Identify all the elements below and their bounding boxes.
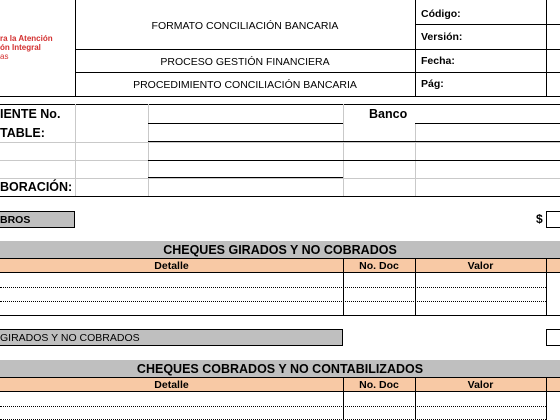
column-divider — [343, 273, 344, 315]
column-header-valor: Valor — [467, 379, 494, 391]
header-divider — [75, 49, 560, 50]
form-bottom-border — [0, 196, 560, 197]
balance-label-cell — [0, 211, 75, 228]
grid-line — [0, 142, 560, 143]
column-header-row — [0, 258, 560, 273]
account-number-field[interactable] — [148, 123, 343, 124]
header-divider — [0, 96, 560, 97]
form-top-border — [0, 104, 560, 105]
column-header-no-doc: No. Doc — [359, 260, 399, 272]
accounting-label: TABLE: — [0, 126, 45, 140]
pag-label: Pág: — [421, 78, 444, 90]
total-girados-cell — [0, 329, 343, 346]
balance-value-field[interactable] — [546, 211, 560, 228]
column-divider — [546, 259, 547, 272]
table-row[interactable] — [0, 406, 546, 407]
page-title: FORMATO CONCILIACIÓN BANCARIA — [151, 20, 339, 32]
codigo-label: Código: — [421, 8, 461, 20]
column-header-detalle: Detalle — [154, 379, 189, 391]
accounting-field-line-2[interactable] — [148, 160, 560, 161]
bank-label: Banco — [369, 107, 408, 121]
column-divider — [546, 392, 547, 420]
table-row[interactable] — [0, 301, 546, 302]
currency-symbol: $ — [536, 212, 543, 226]
column-header-detalle: Detalle — [154, 260, 189, 272]
column-header-valor: Valor — [467, 260, 494, 272]
column-header-row — [0, 377, 560, 392]
grid-line — [148, 104, 149, 196]
table-row[interactable] — [0, 287, 546, 288]
procedure-name: PROCEDIMIENTO CONCILIACIÓN BANCARIA — [133, 79, 357, 91]
total-girados-label: GIRADOS Y NO COBRADOS — [0, 332, 140, 344]
balance-label: BROS — [0, 214, 31, 226]
column-divider — [546, 378, 547, 391]
header-divider — [75, 72, 560, 73]
grid-line — [343, 104, 344, 196]
section-title: CHEQUES COBRADOS Y NO CONTABILIZADOS — [136, 362, 424, 376]
elaboration-label: BORACIÓN: — [0, 180, 73, 194]
section-cheques-cobrados-header — [0, 360, 560, 377]
logo-line-1: ra la Atención — [0, 34, 53, 43]
logo-line-3: as — [0, 52, 9, 61]
grid-line — [0, 178, 560, 179]
column-divider — [546, 273, 547, 315]
section-title: CHEQUES GIRADOS Y NO COBRADOS — [163, 243, 397, 257]
header-divider — [415, 24, 560, 25]
elaboration-field[interactable] — [148, 177, 343, 178]
table-bottom-border — [0, 315, 560, 316]
process-name: PROCESO GESTIÓN FINANCIERA — [160, 56, 330, 68]
logo-line-2: ón Integral — [0, 43, 41, 52]
grid-line — [75, 104, 76, 196]
fecha-label: Fecha: — [421, 55, 455, 67]
column-header-no-doc: No. Doc — [359, 379, 399, 391]
bank-field[interactable] — [415, 123, 560, 124]
total-girados-value-field[interactable] — [546, 329, 560, 346]
account-label: IENTE No. — [0, 107, 61, 121]
column-divider — [415, 273, 416, 315]
section-cheques-girados-header — [0, 241, 560, 258]
version-label: Versión: — [421, 31, 463, 43]
accounting-field[interactable] — [148, 141, 560, 142]
